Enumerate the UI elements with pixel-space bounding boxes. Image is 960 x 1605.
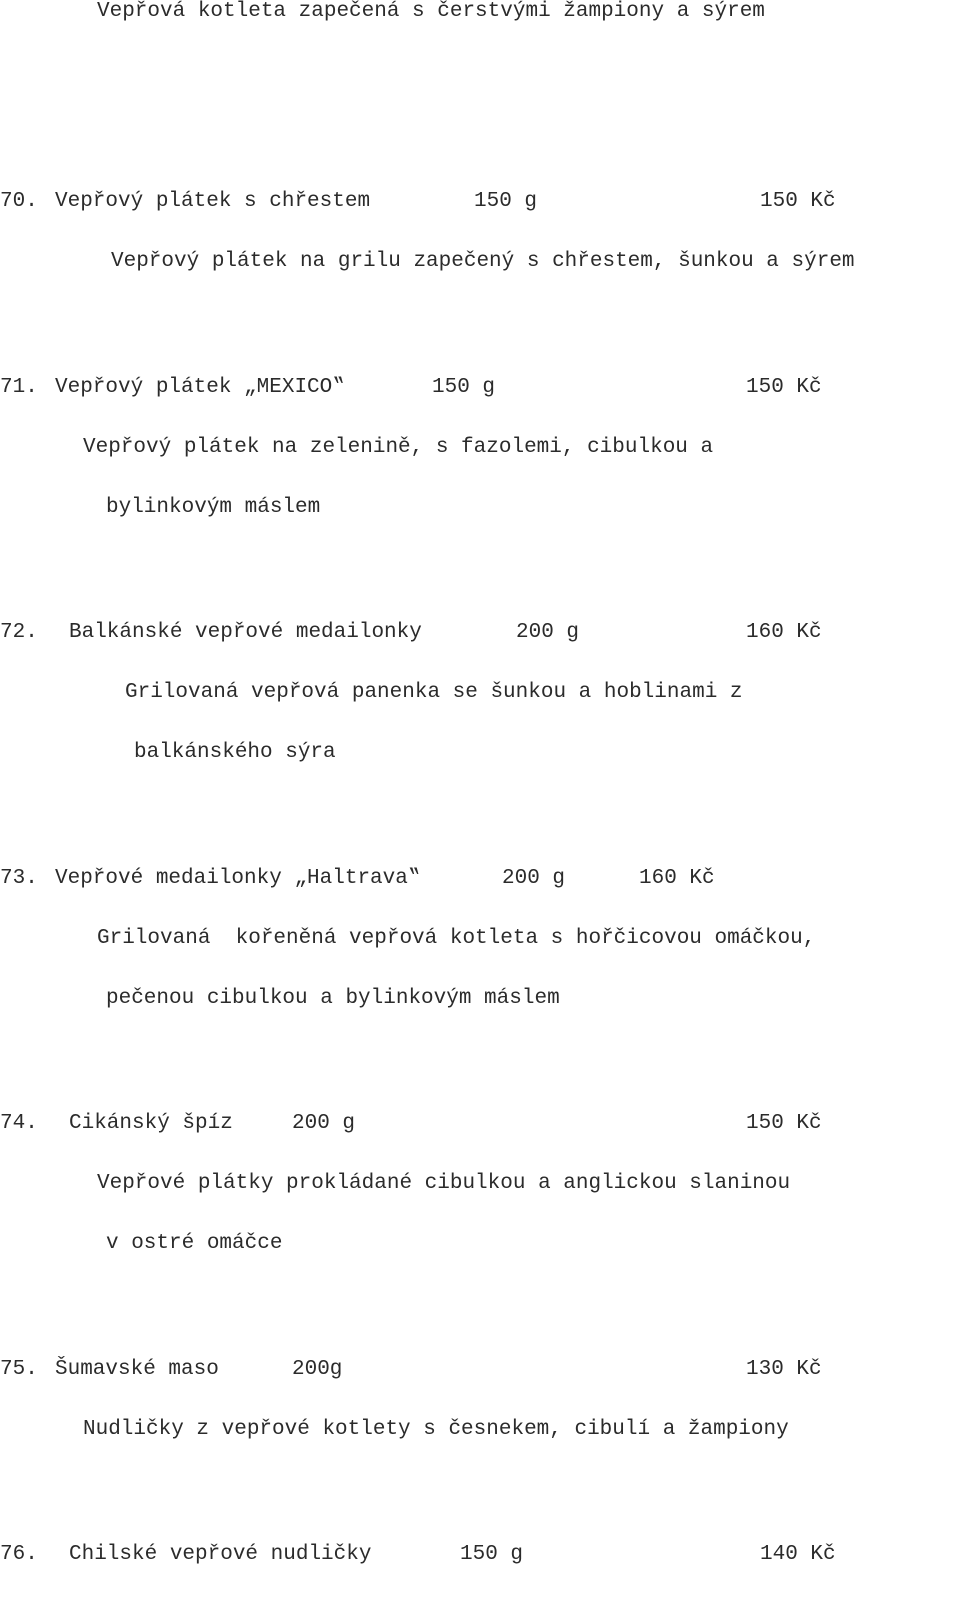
item-number: 70.	[0, 190, 38, 213]
item-number: 73.	[0, 867, 38, 890]
item-number: 74.	[0, 1112, 38, 1135]
item-description: bylinkovým máslem	[106, 496, 321, 519]
item-name: Cikánský špíz	[69, 1112, 233, 1135]
item-description: Vepřový plátek na grilu zapečený s chřestem, šunkou a sýrem	[111, 250, 855, 273]
item-name: Vepřové medailonky „Haltrava‟	[55, 867, 421, 890]
item-price: 160 Kč	[746, 621, 822, 644]
item-description: balkánského sýra	[134, 741, 336, 764]
item-description: Grilovaná kořeněná vepřová kotleta s hořčicovou omáčkou,	[97, 927, 816, 950]
item-price: 130 Kč	[746, 1358, 822, 1381]
item-weight: 150 g	[432, 376, 496, 399]
item-price: 160 Kč	[639, 867, 715, 890]
item-number: 72.	[0, 621, 38, 644]
item-number: 75.	[0, 1358, 38, 1381]
item-weight: 200 g	[502, 867, 566, 890]
item-description: Vepřový plátek na zelenině, s fazolemi, cibulkou a	[83, 436, 714, 459]
item-name: Šumavské maso	[55, 1358, 219, 1381]
item-weight: 150 g	[474, 190, 538, 213]
item-name: Vepřový plátek „MEXICO‟	[55, 376, 345, 399]
item-weight: 150 g	[460, 1543, 524, 1566]
item-name: Vepřový plátek s chřestem	[55, 190, 371, 213]
item-description: Vepřové plátky prokládané cibulkou a anglickou slaninou	[97, 1172, 791, 1195]
item-price: 150 Kč	[760, 190, 836, 213]
item-number: 71.	[0, 376, 38, 399]
item-weight: 200 g	[516, 621, 580, 644]
item-price: 140 Kč	[760, 1543, 836, 1566]
item-price: 150 Kč	[746, 1112, 822, 1135]
item-weight: 200 g	[292, 1112, 356, 1135]
item-description: pečenou cibulkou a bylinkovým máslem	[106, 987, 560, 1010]
item-description: v ostré omáčce	[106, 1232, 283, 1255]
item-number: 76.	[0, 1543, 38, 1566]
item-weight: 200g	[292, 1358, 343, 1381]
item-description: Nudličky z vepřové kotlety s česnekem, cibulí a žampiony	[83, 1418, 789, 1441]
item-description: Grilovaná vepřová panenka se šunkou a hoblinami z	[125, 681, 743, 704]
top-description: Vepřová kotleta zapečená s čerstvými žampiony a sýrem	[97, 0, 765, 23]
item-name: Balkánské vepřové medailonky	[69, 621, 422, 644]
item-price: 150 Kč	[746, 376, 822, 399]
item-name: Chilské vepřové nudličky	[69, 1543, 372, 1566]
